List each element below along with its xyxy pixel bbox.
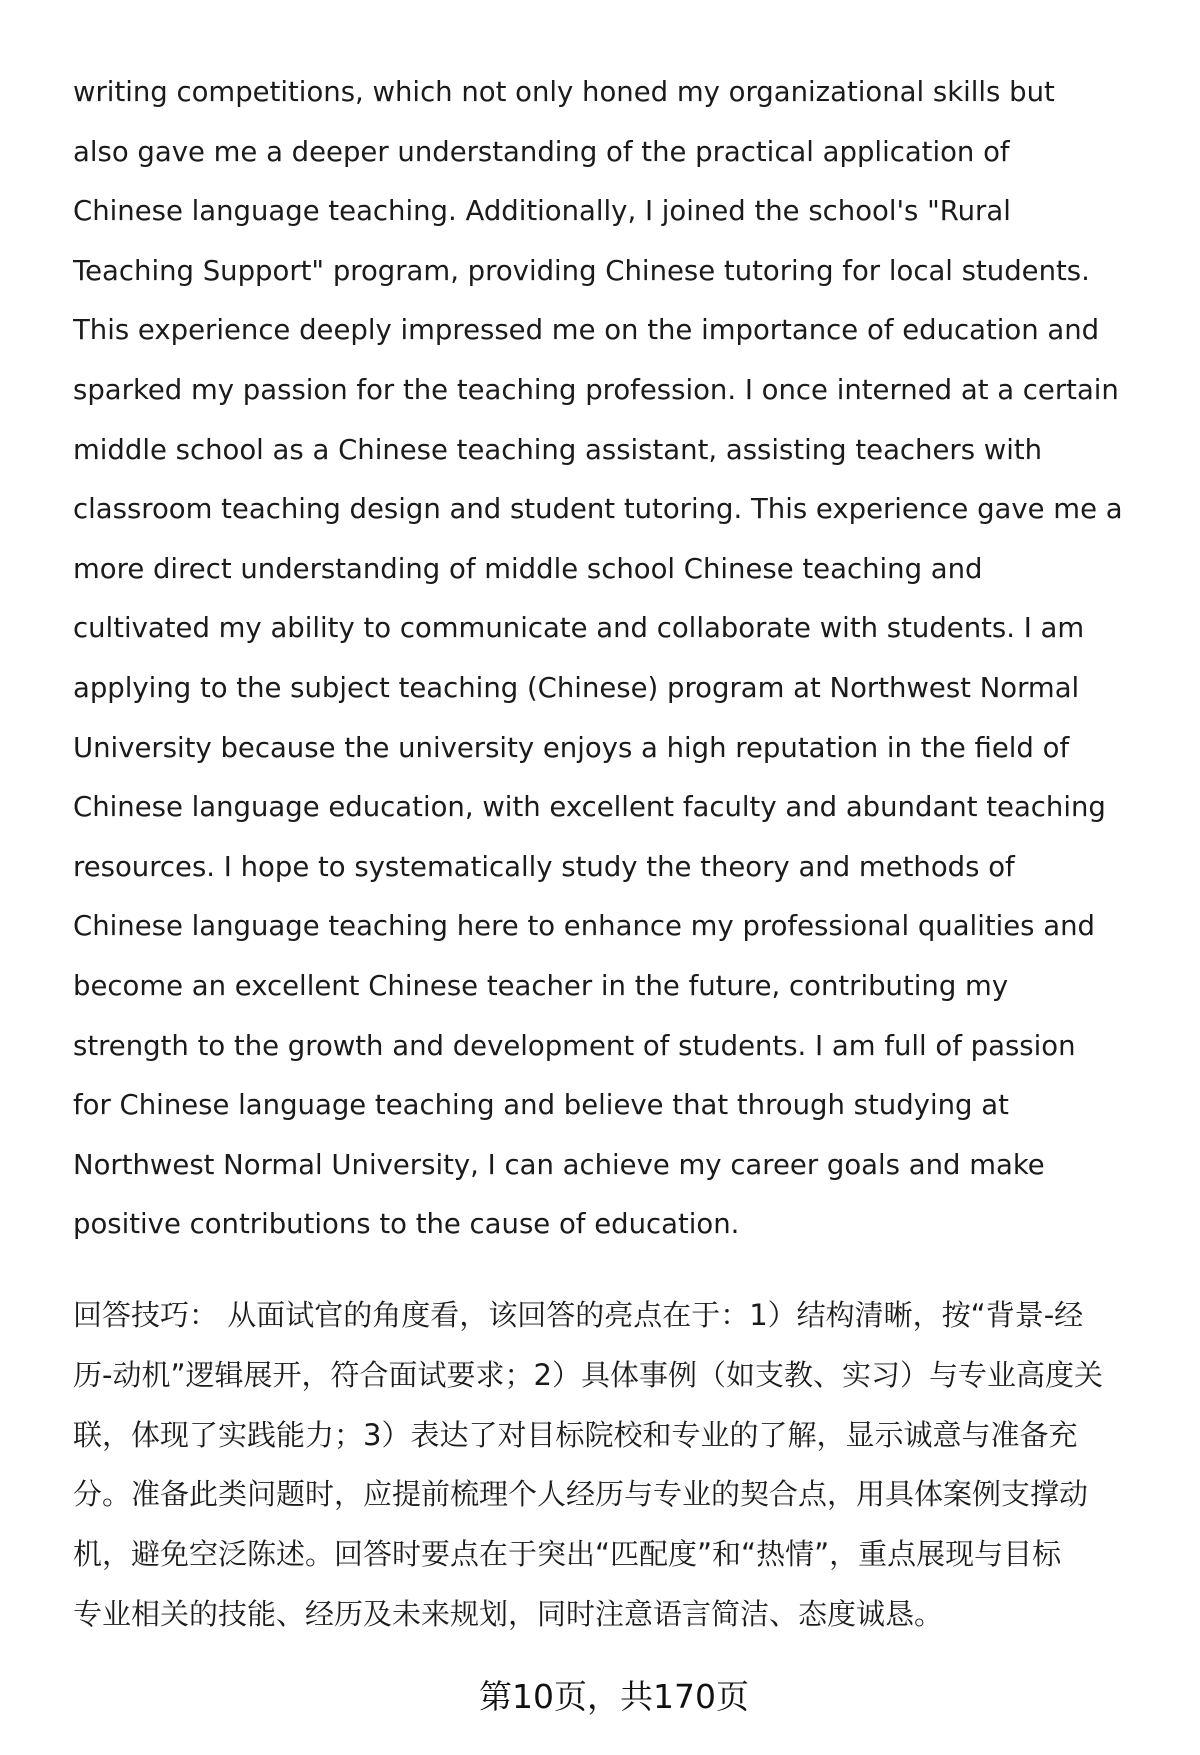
answer-paragraph [73,63,1185,1255]
paragraph-line: writing competitions, which not only honed my organizational skills but [73,76,1055,108]
tips-line: 专业相关的技能、经历及未来规划，同时注意语言简洁、态度诚恳。 [73,1596,944,1631]
paragraph-line: Teaching Support" program, providing Chinese tutoring for local students. [73,254,1090,287]
paragraph-line: Northwest Normal University, I can achieve my career goals and make [73,1148,1045,1181]
page-number: 第10页，共170页 [479,1677,749,1716]
tips-line: 联，体现了实践能力；3）表达了对目标院校和专业的了解，显示诚意与准备充 [73,1417,1078,1452]
paragraph-line: middle school as a Chinese teaching assistant, assisting teachers with [73,433,1043,466]
paragraph-line: Chinese language teaching. Additionally, I joined the school's "Rural [73,195,1011,228]
tips-line: 分。准备此类问题时，应提前梳理个人经历与专业的契合点，用具体案例支撑动 [73,1477,1089,1512]
paragraph-line: also gave me a deeper understanding of the practical application of [73,135,1010,168]
paragraph-line: classroom teaching design and student tutoring. This experience gave me a [73,493,1123,526]
paragraph-line: This experience deeply impressed me on the importance of education and [73,314,1100,347]
tips-line: 历-动机”逻辑展开，符合面试要求；2）具体事例（如支教、实习）与专业高度关 [73,1357,1103,1392]
paragraph-line: resources. I hope to systematically study the theory and methods of [73,850,1015,883]
paragraph-line: Chinese language teaching here to enhance my professional qualities and [73,910,1095,943]
paragraph-line: become an excellent Chinese teacher in the future, contributing my [73,969,1009,1002]
paragraph-line: positive contributions to the cause of education. [73,1208,740,1241]
paragraph-line: Chinese language education, with excellent faculty and abundant teaching [73,791,1106,824]
paragraph-line: applying to the subject teaching (Chinese) program at Northwest Normal [73,671,1080,704]
paragraph-line: more direct understanding of middle school Chinese teaching and [73,552,983,585]
paragraph-line: sparked my passion for the teaching profession. I once interned at a certain [73,373,1119,406]
paragraph-line: University because the university enjoys a high reputation in the field of [73,731,1070,764]
tips-line: 机，避免空泛陈述。回答时要点在于突出“匹配度”和“热情”，重点展现与目标 [73,1537,1062,1572]
answer-tips-paragraph [73,1286,1185,1645]
paragraph-line: for Chinese language teaching and believe that through studying at [73,1089,1009,1122]
paragraph-line: strength to the growth and development of students. I am full of passion [73,1029,1076,1062]
paragraph-line: cultivated my ability to communicate and collaborate with students. I am [73,612,1085,645]
tips-line: 回答技巧： 从面试官的角度看，该回答的亮点在于：1）结构清晰，按“背景-经 [73,1298,1084,1332]
